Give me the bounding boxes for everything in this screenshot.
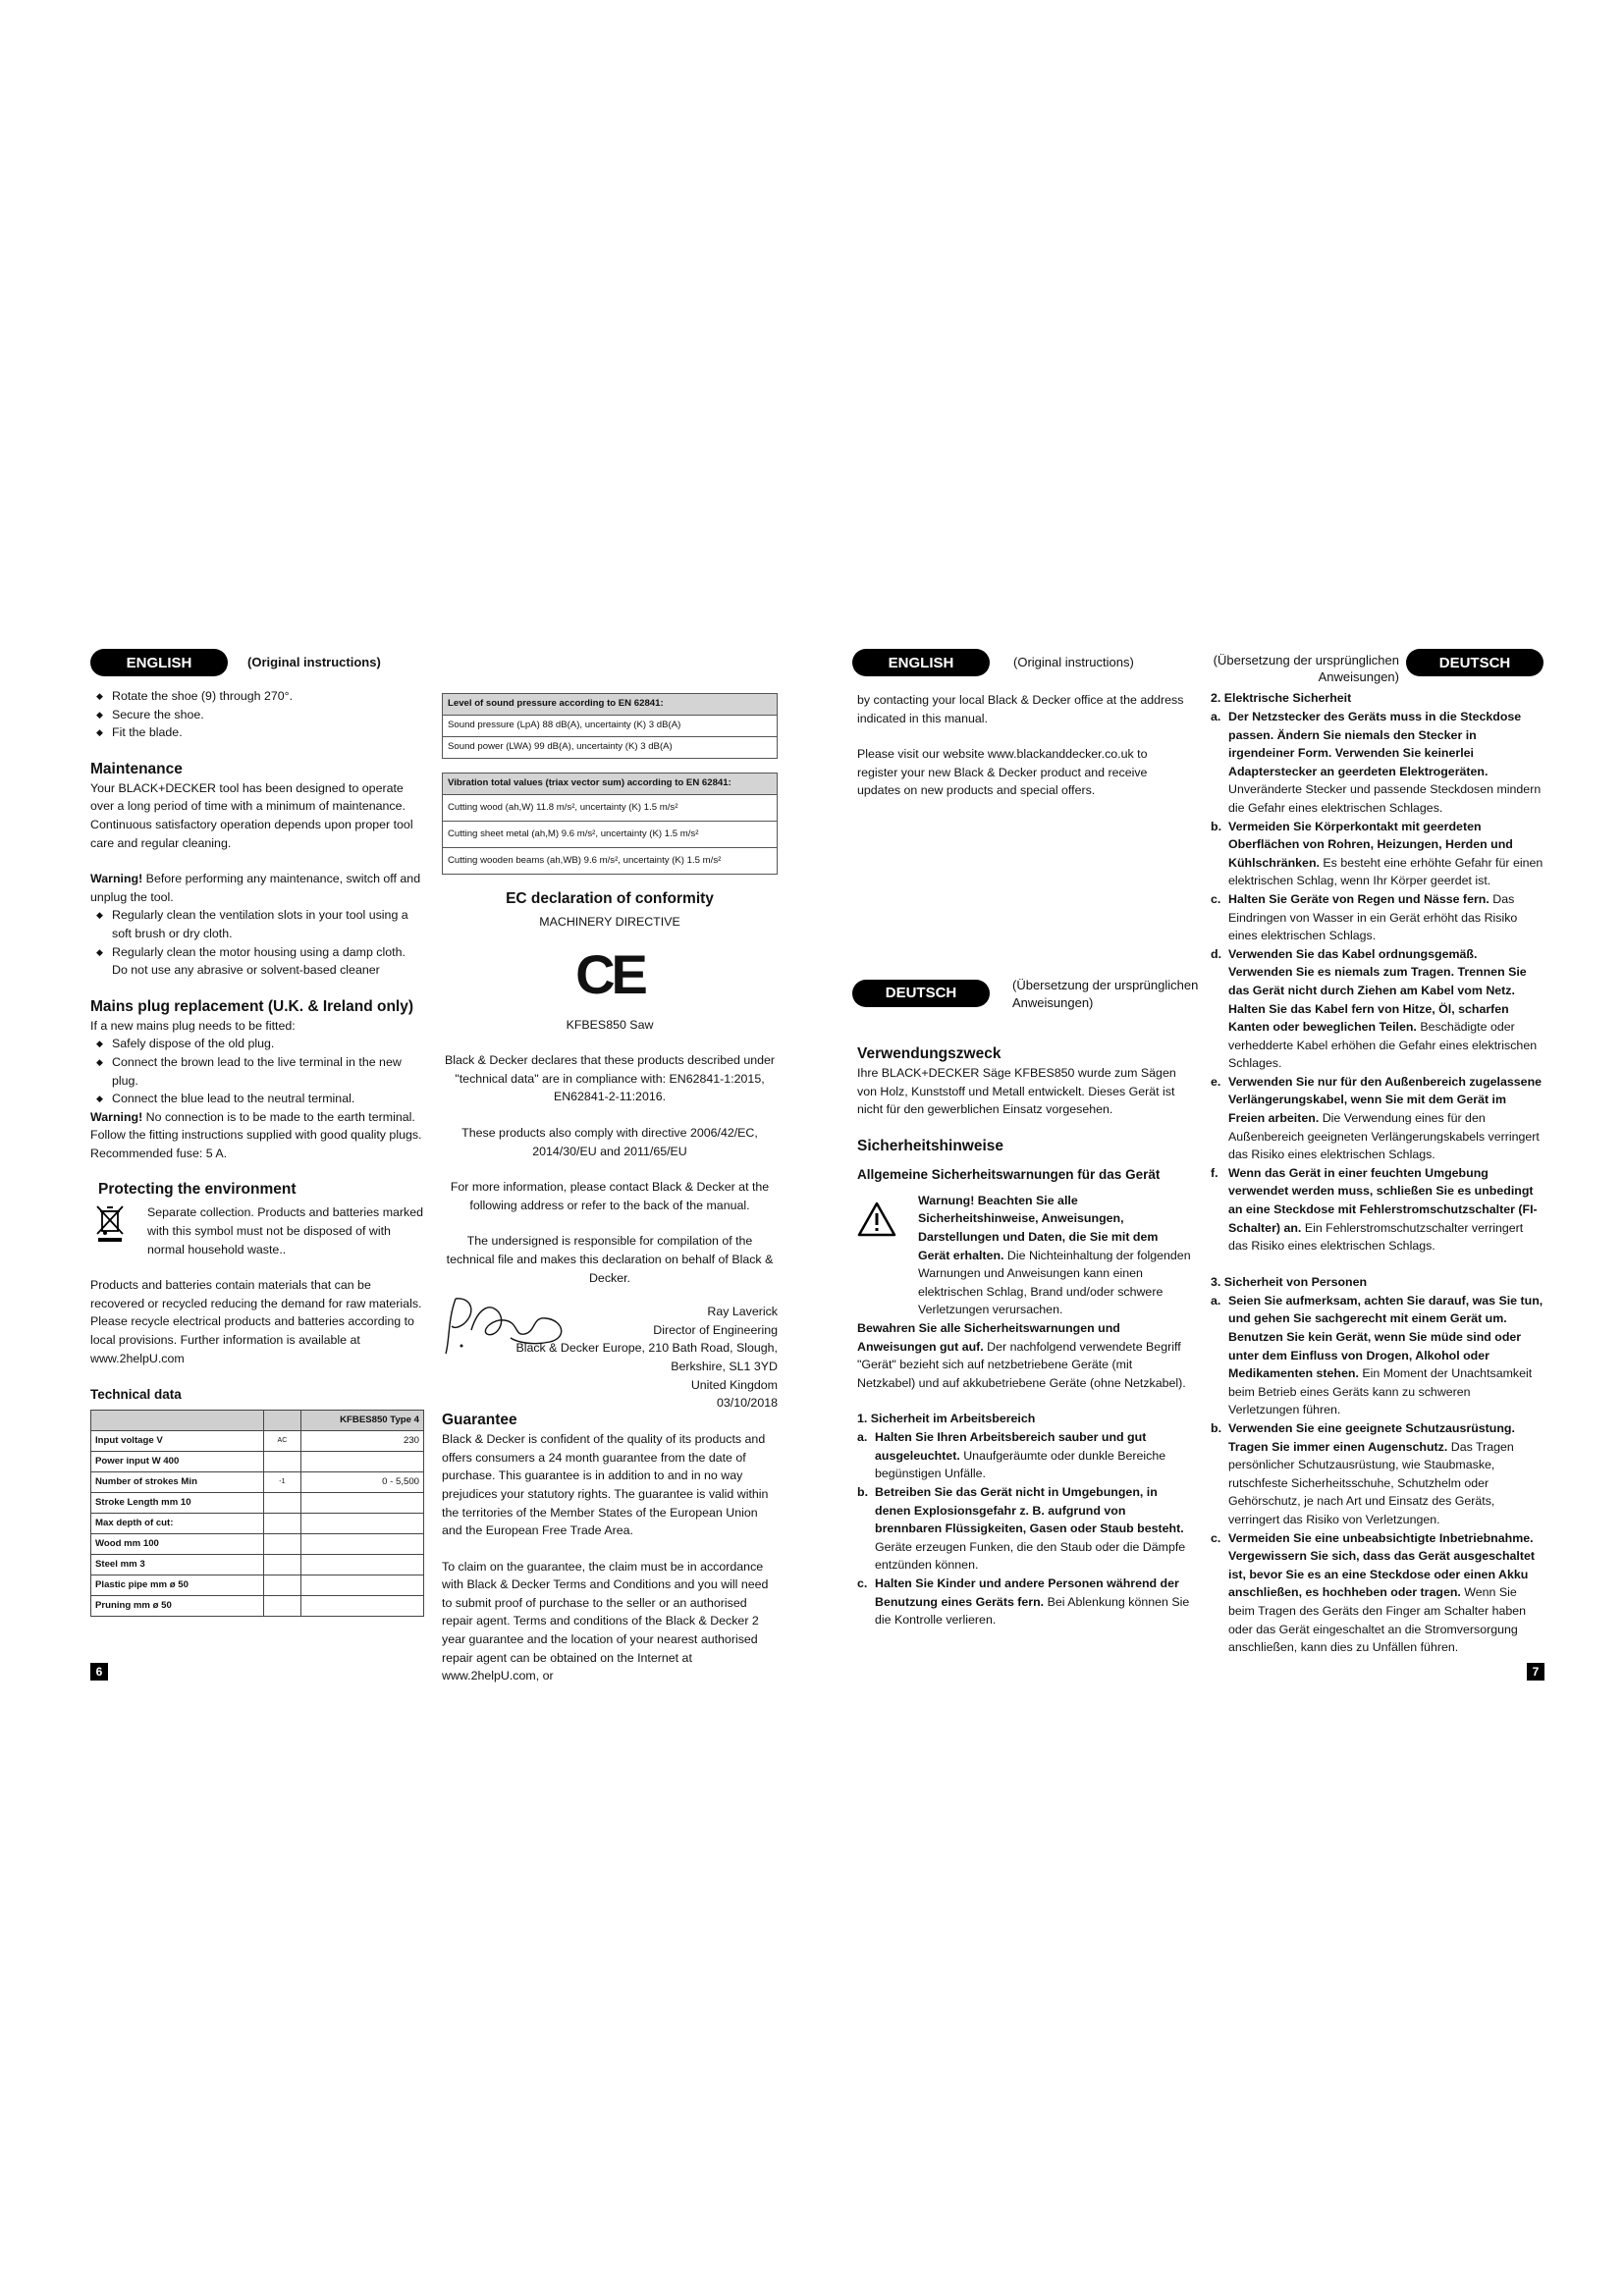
table-cell xyxy=(91,1411,264,1431)
technical-heading: Technical data xyxy=(90,1387,182,1403)
table-cell: Number of strokes Min xyxy=(91,1472,264,1493)
ec-heading: EC declaration of conformity xyxy=(506,890,714,907)
list-item xyxy=(1211,1073,1544,1164)
table-cell xyxy=(264,1411,300,1431)
list-item xyxy=(857,1483,1191,1575)
table-cell xyxy=(300,1452,423,1472)
warning-label: Warning! xyxy=(90,872,143,886)
list-item xyxy=(1211,890,1544,945)
signer-line: Berkshire, SL1 3YD xyxy=(671,1359,778,1373)
list-item: ◆ Safely dispose of the old plug. xyxy=(90,1035,424,1053)
table-cell xyxy=(300,1493,423,1514)
list-item xyxy=(1211,1419,1544,1529)
list-item xyxy=(857,1575,1191,1629)
list-item xyxy=(1211,945,1544,1073)
table-cell: AC xyxy=(264,1431,300,1452)
page-number-7: 7 xyxy=(1527,1663,1544,1681)
list-item: ◆ Regularly clean the ventilation slots in your tool using a soft brush or dry cloth. xyxy=(90,906,424,942)
item-text: Es besteht eine erhöhte Gefahr für einen elektrischen Schlag, wenn Ihr Körper geerdet ist. xyxy=(1228,855,1543,888)
ec-model: KFBES850 Saw xyxy=(566,1017,654,1032)
maintenance-heading: Maintenance xyxy=(90,760,183,777)
lang-badge-english-right: ENGLISH xyxy=(852,649,990,676)
table-cell: Max depth of cut: xyxy=(91,1514,264,1534)
warning-text xyxy=(918,1192,1191,1319)
intro-bullets xyxy=(90,687,424,742)
table-cell: 0 - 5,500 xyxy=(300,1472,423,1493)
maintenance-bullets xyxy=(90,906,424,979)
safety-heading: Sicherheitshinweise xyxy=(857,1137,1004,1154)
ec-paragraph-1: Black & Decker declares that these products described under "technical data" are in compliance with: EN62841-1:2015, EN62841-2-11:2016. xyxy=(444,1053,776,1104)
table-cell xyxy=(264,1596,300,1617)
guarantee-continued: by contacting your local Black & Decker office at the address indicated in this manual. xyxy=(857,693,1184,725)
ec-paragraph-3: For more information, please contact Black & Decker at the following address or refer to the back of the manual. xyxy=(450,1180,770,1212)
deutsch-note: (Übersetzung der ursprünglichen Anweisungen) xyxy=(1012,977,1199,1010)
item-marker: a. xyxy=(857,1430,868,1445)
keep-rest: Der nachfolgend verwendete Begriff "Gerät" bezieht sich auf netzbetriebene Geräte (mit Netzkabel) und auf akkubetriebene Geräte (ohne Netzkabel). xyxy=(857,1339,1186,1390)
table-row xyxy=(443,694,778,716)
signer-line: 03/10/2018 xyxy=(716,1396,778,1411)
item-bold: Halten Sie Kinder und andere Personen während der Benutzung eines Geräts fern. xyxy=(875,1576,1179,1609)
table-cell: Power input W 400 xyxy=(91,1452,264,1472)
table-cell: KFBES850 Type 4 xyxy=(300,1411,423,1431)
header-note-right: (Original instructions) xyxy=(1013,655,1134,669)
table-cell xyxy=(264,1493,300,1514)
keep-instructions xyxy=(857,1319,1191,1392)
signer-line: Black & Decker Europe, 210 Bath Road, Slough, xyxy=(515,1341,778,1356)
workarea-heading: 1. Sicherheit im Arbeitsbereich xyxy=(857,1412,1036,1426)
table-cell: Sound pressure (LpA) 88 dB(A), uncertainty (K) 3 dB(A) xyxy=(443,716,778,737)
item-marker: a. xyxy=(1211,1293,1221,1308)
table-cell: Plastic pipe mm ø 50 xyxy=(91,1575,264,1596)
keep-bold: Bewahren Sie alle Sicherheitswarnungen und Anweisungen gut auf. xyxy=(857,1320,1120,1354)
lang-badge-deutsch: DEUTSCH xyxy=(852,980,990,1007)
table-row xyxy=(443,737,778,759)
item-bold: Vermeiden Sie Körperkontakt mit geerdeten Oberflächen von Rohren, Heizungen, Herden und Kühlschränken. xyxy=(1228,819,1513,870)
item-bold: Wenn das Gerät in einer feuchten Umgebung verwendet werden muss, schließen Sie es unbedingt an eine Steckdose mit Fehlerstromschutzschalter (FI-Schalter) an. xyxy=(1228,1165,1538,1235)
table-cell: Level of sound pressure according to EN 62841: xyxy=(443,694,778,716)
table-cell: Wood mm 100 xyxy=(91,1534,264,1555)
mains-warning xyxy=(90,1108,424,1163)
warning-rest: Die Nichteinhaltung der folgenden Warnungen und Anweisungen kann einen elektrischen Schlag, Brand und/oder schwere Verletzungen verursachen. xyxy=(918,1248,1191,1317)
mains-intro: If a new mains plug needs to be fitted: xyxy=(90,1018,296,1033)
table-row xyxy=(443,716,778,737)
left-column-2 xyxy=(442,693,778,1685)
table-cell: Cutting wooden beams (ah,WB) 9.6 m/s², uncertainty (K) 1.5 m/s² xyxy=(443,848,778,875)
item-marker: b. xyxy=(1211,1420,1222,1435)
table-row xyxy=(91,1575,424,1596)
table-row xyxy=(91,1514,424,1534)
signature-block xyxy=(442,1291,778,1411)
table-row xyxy=(91,1493,424,1514)
warning-block xyxy=(857,1192,1191,1319)
table-row xyxy=(443,848,778,875)
item-text: Beschädigte oder verhedderte Kabel erhöhen die Gefahr eines elektrischen Schlages. xyxy=(1228,1020,1538,1071)
table-row xyxy=(91,1452,424,1472)
list-item xyxy=(1211,818,1544,890)
warning-text: No connection is to be made to the earth terminal. Follow the fitting instructions supplied with good quality plugs. Recommended fuse: 5 A. xyxy=(90,1109,422,1160)
item-text: Geräte erzeugen Funken, die den Staub oder die Dämpfe entzünden können. xyxy=(875,1539,1186,1573)
ec-declaration xyxy=(442,889,778,1287)
table-row xyxy=(443,822,778,848)
item-marker: c. xyxy=(1211,891,1221,906)
table-cell xyxy=(264,1514,300,1534)
technical-data-table xyxy=(90,1410,424,1617)
deutsch-section-header xyxy=(857,977,1199,1021)
table-cell xyxy=(264,1575,300,1596)
list-item: ◆ Fit the blade. xyxy=(90,723,424,742)
list-item: ◆ Secure the shoe. xyxy=(90,706,424,724)
list-item: ◆ Connect the brown lead to the live terminal in the new plug. xyxy=(90,1053,424,1090)
guarantee-heading: Guarantee xyxy=(442,1412,517,1429)
guarantee-paragraph-1: Black & Decker is confident of the quality of its products and offers consumers a 24 month guarantee from the date of purchase. This guarantee is in addition to and in no way prejudices your statutory rights. The guarantee is valid within the territories of the Member States of the European Union and the European Free Trade Area. xyxy=(442,1432,769,1538)
persons-heading: 3. Sicherheit von Personen xyxy=(1211,1274,1368,1289)
item-bold: Vermeiden Sie eine unbeabsichtigte Inbetriebnahme. Vergewissern Sie sich, dass das Gerät ausgeschaltet ist, bevor Sie es an eine Steckdose oder einen Akku anschließen, es hochheben oder tragen. xyxy=(1228,1530,1535,1600)
item-marker: f. xyxy=(1211,1165,1218,1180)
environment-heading: Protecting the environment xyxy=(98,1181,297,1199)
list-item: ◆ Connect the blue lead to the neutral terminal. xyxy=(90,1090,424,1108)
electrical-heading: 2. Elektrische Sicherheit xyxy=(1211,691,1352,705)
page-number-6: 6 xyxy=(90,1663,108,1681)
item-marker: c. xyxy=(1211,1530,1221,1545)
table-cell: 230 xyxy=(300,1431,423,1452)
ce-mark-icon: CE xyxy=(575,942,644,1005)
table-row xyxy=(91,1411,424,1431)
list-item xyxy=(1211,708,1544,818)
header-note-de: (Übersetzung der ursprünglichen Anweisungen) xyxy=(1213,653,1399,684)
recycle-text: Products and batteries contain materials that can be recovered or recycled reducing the demand for raw materials. Please recycle electrical products and batteries according to local provisions. Further information is available at www.2helpU.com xyxy=(90,1278,422,1365)
item-text: Unaufgeräumte oder dunkle Bereiche begünstigen Unfälle. xyxy=(875,1448,1166,1481)
wheelie-bin-icon xyxy=(90,1203,139,1258)
table-cell xyxy=(264,1534,300,1555)
item-bold: Halten Sie Ihren Arbeitsbereich sauber und gut ausgeleuchtet. xyxy=(875,1430,1147,1463)
sound-table xyxy=(442,693,778,759)
table-cell: Sound power (LWA) 99 dB(A), uncertainty (K) 3 dB(A) xyxy=(443,737,778,759)
mains-bullets xyxy=(90,1035,424,1107)
warning-bold: Warnung! Beachten Sie alle Sicherheitshinweise, Anweisungen, Darstellungen und Daten, die Sie mit dem Gerät erhalten. xyxy=(918,1193,1159,1262)
item-marker: e. xyxy=(1211,1074,1221,1089)
item-bold: Halten Sie Geräte von Regen und Nässe fern. xyxy=(1228,891,1489,906)
table-cell xyxy=(300,1575,423,1596)
mains-heading: Mains plug replacement (U.K. & Ireland only) xyxy=(90,997,413,1015)
item-marker: b. xyxy=(857,1485,869,1500)
item-text: Wenn Sie beim Tragen des Geräts den Finger am Schalter haben oder das Gerät eingeschaltet an die Stromversorgung anschließen, kann dies zu Unfällen führen. xyxy=(1228,1585,1527,1655)
ec-paragraph-4: The undersigned is responsible for compilation of the technical file and makes this declaration on behalf of Black & Decker. xyxy=(446,1234,774,1285)
vibration-table xyxy=(442,773,778,875)
table-cell: Input voltage V xyxy=(91,1431,264,1452)
collection-text: Separate collection. Products and batteries marked with this symbol must not be disposed of with normal household waste.. xyxy=(147,1205,424,1256)
ec-paragraph-2: These products also comply with directive 2006/42/EC, 2014/30/EU and 2011/65/EU xyxy=(461,1125,758,1158)
list-item xyxy=(1211,1292,1544,1419)
item-marker: d. xyxy=(1211,946,1222,961)
table-cell xyxy=(300,1555,423,1575)
maintenance-text: Your BLACK+DECKER tool has been designed to operate over a long period of time with a minimum of maintenance. Continuous satisfactory operation depends upon proper tool care and regular cleaning. xyxy=(90,780,413,850)
left-column-1 xyxy=(90,687,424,1617)
table-row xyxy=(91,1472,424,1493)
lang-badge-english-left: ENGLISH xyxy=(90,649,228,676)
list-item xyxy=(1211,1164,1544,1255)
lang-badge-deutsch-right: DEUTSCH xyxy=(1406,649,1543,676)
table-cell xyxy=(264,1555,300,1575)
table-cell: Cutting sheet metal (ah,M) 9.6 m/s², uncertainty (K) 1.5 m/s² xyxy=(443,822,778,848)
table-row xyxy=(443,795,778,822)
signer-line: United Kingdom xyxy=(690,1377,778,1392)
table-row xyxy=(91,1555,424,1575)
item-bold: Seien Sie aufmerksam, achten Sie darauf, was Sie tun, und gehen Sie sachgerecht mit einem Gerät um. Benutzen Sie kein Gerät, wenn Sie müde sind oder unter dem Einfluss von Drogen, Alkohol oder Medikamenten stehen. xyxy=(1228,1293,1543,1381)
item-text: Bei Ablenkung können Sie die Kontrolle verlieren. xyxy=(875,1594,1190,1628)
item-bold: Betreiben Sie das Gerät nicht in Umgebungen, in denen Explosionsgefahr z. B. aufgrund von brennbaren Flüssigkeiten, Gasen oder Staub besteht. xyxy=(875,1485,1184,1536)
table-row xyxy=(91,1534,424,1555)
table-cell: -1 xyxy=(264,1472,300,1493)
list-item xyxy=(857,1428,1191,1483)
item-text: Das Tragen persönlicher Schutzausrüstung, wie Staubmaske, rutschfeste Sicherheitsschuhe, Schutzhelm oder Gehörschutz, je nach Art und Einsatz des Geräts, verringert das Risiko von Verletzungen. xyxy=(1228,1439,1514,1526)
item-bold: Verwenden Sie eine geeignete Schutzausrüstung. Tragen Sie immer einen Augenschutz. xyxy=(1228,1420,1515,1454)
item-text: Das Eindringen von Wasser in ein Gerät erhöht das Risiko eines elektrischen Schlags. xyxy=(1228,891,1518,943)
list-item: ◆ Rotate the shoe (9) through 270°. xyxy=(90,687,424,706)
table-row xyxy=(91,1431,424,1452)
signer-line: Ray Laverick xyxy=(707,1305,778,1319)
register-text: Please visit our website www.blackanddecker.co.uk to register your new Black & Decker product and receive updates on new products and special offers. xyxy=(857,747,1148,798)
item-text: Ein Fehlerstromschutzschalter verringert das Risiko eines elektrischen Schlags. xyxy=(1228,1220,1524,1254)
right-column-2 xyxy=(1211,689,1544,1657)
table-cell xyxy=(300,1534,423,1555)
warning-label: Warning! xyxy=(90,1109,143,1124)
item-text: Ein Moment der Unachtsamkeit beim Betrieb eines Geräts kann zu schweren Verletzungen führen. xyxy=(1228,1366,1533,1417)
item-text: Die Verwendung eines für den Außenbereich geeigneten Verlängerungskabels verringert das Risiko eines elektrischen Schlags. xyxy=(1228,1111,1540,1162)
table-cell: Cutting wood (ah,W) 11.8 m/s², uncertainty (K) 1.5 m/s² xyxy=(443,795,778,822)
purpose-heading: Verwendungszweck xyxy=(857,1044,1001,1062)
table-cell xyxy=(264,1452,300,1472)
table-row xyxy=(443,774,778,795)
purpose-text: Ihre BLACK+DECKER Säge KFBES850 wurde zum Sägen von Holz, Kunststoff und Metall entwickelt. Dieses Gerät ist nicht für den gewerblichen Einsatz vorgesehen. xyxy=(857,1065,1176,1117)
guarantee-paragraph-2: To claim on the guarantee, the claim must be in accordance with Black & Decker Terms and Conditions and you will need to submit proof of purchase to the seller or an authorised repair agent. Terms and conditions of the Black & Decker 2 year guarantee and the location of your nearest authorised repair agent can be obtained on the Internet at www.2helpU.com, or xyxy=(442,1559,769,1683)
item-marker: b. xyxy=(1211,819,1222,833)
table-row xyxy=(91,1596,424,1617)
list-item: ◆ Regularly clean the motor housing using a damp cloth. Do not use any abrasive or solvent-based cleaner xyxy=(90,943,424,980)
signer-line: Director of Engineering xyxy=(653,1322,778,1337)
table-cell: Stroke Length mm 10 xyxy=(91,1493,264,1514)
table-cell: Pruning mm ø 50 xyxy=(91,1596,264,1617)
table-cell: Vibration total values (triax vector sum) according to EN 62841: xyxy=(443,774,778,795)
list-item xyxy=(1211,1529,1544,1657)
header-note-left: (Original instructions) xyxy=(247,655,381,669)
table-cell xyxy=(300,1596,423,1617)
maintenance-warning xyxy=(90,870,424,906)
table-cell: Steel mm 3 xyxy=(91,1555,264,1575)
item-marker: a. xyxy=(1211,710,1221,723)
warning-triangle-icon xyxy=(857,1192,918,1319)
item-bold: Der Netzstecker des Geräts muss in die Steckdose passen. Ändern Sie niemals den Stecker in irgendeiner Form. Verwenden Sie keinerlei Adapterstecker an geerdeten Elektrogeräten. xyxy=(1228,710,1522,778)
warning-text: Before performing any maintenance, switch off and unplug the tool. xyxy=(90,872,421,904)
table-cell xyxy=(300,1514,423,1534)
environment-block xyxy=(90,1203,424,1258)
general-safety-heading: Allgemeine Sicherheitswarnungen für das Gerät xyxy=(857,1166,1161,1182)
item-marker: c. xyxy=(857,1576,868,1591)
ec-subtitle: MACHINERY DIRECTIVE xyxy=(539,915,680,929)
item-text: Unveränderte Stecker und passende Steckdosen mindern die Gefahr eines elektrischen Schlages. xyxy=(1228,782,1542,815)
item-bold: Verwenden Sie nur für den Außenbereich zugelassene Verlängerungskabel, wenn Sie mit dem Gerät im Freien arbeiten. xyxy=(1228,1074,1543,1126)
right-column-1 xyxy=(857,691,1199,1629)
item-bold: Verwenden Sie das Kabel ordnungsgemäß. Verwenden Sie es niemals zum Tragen. Trennen Sie das Gerät nicht durch Ziehen am Kabel vom Netz. Halten Sie das Kabel fern von Hitze, Öl, scharfen Kanten oder beweglichen Teilen. xyxy=(1228,946,1527,1035)
